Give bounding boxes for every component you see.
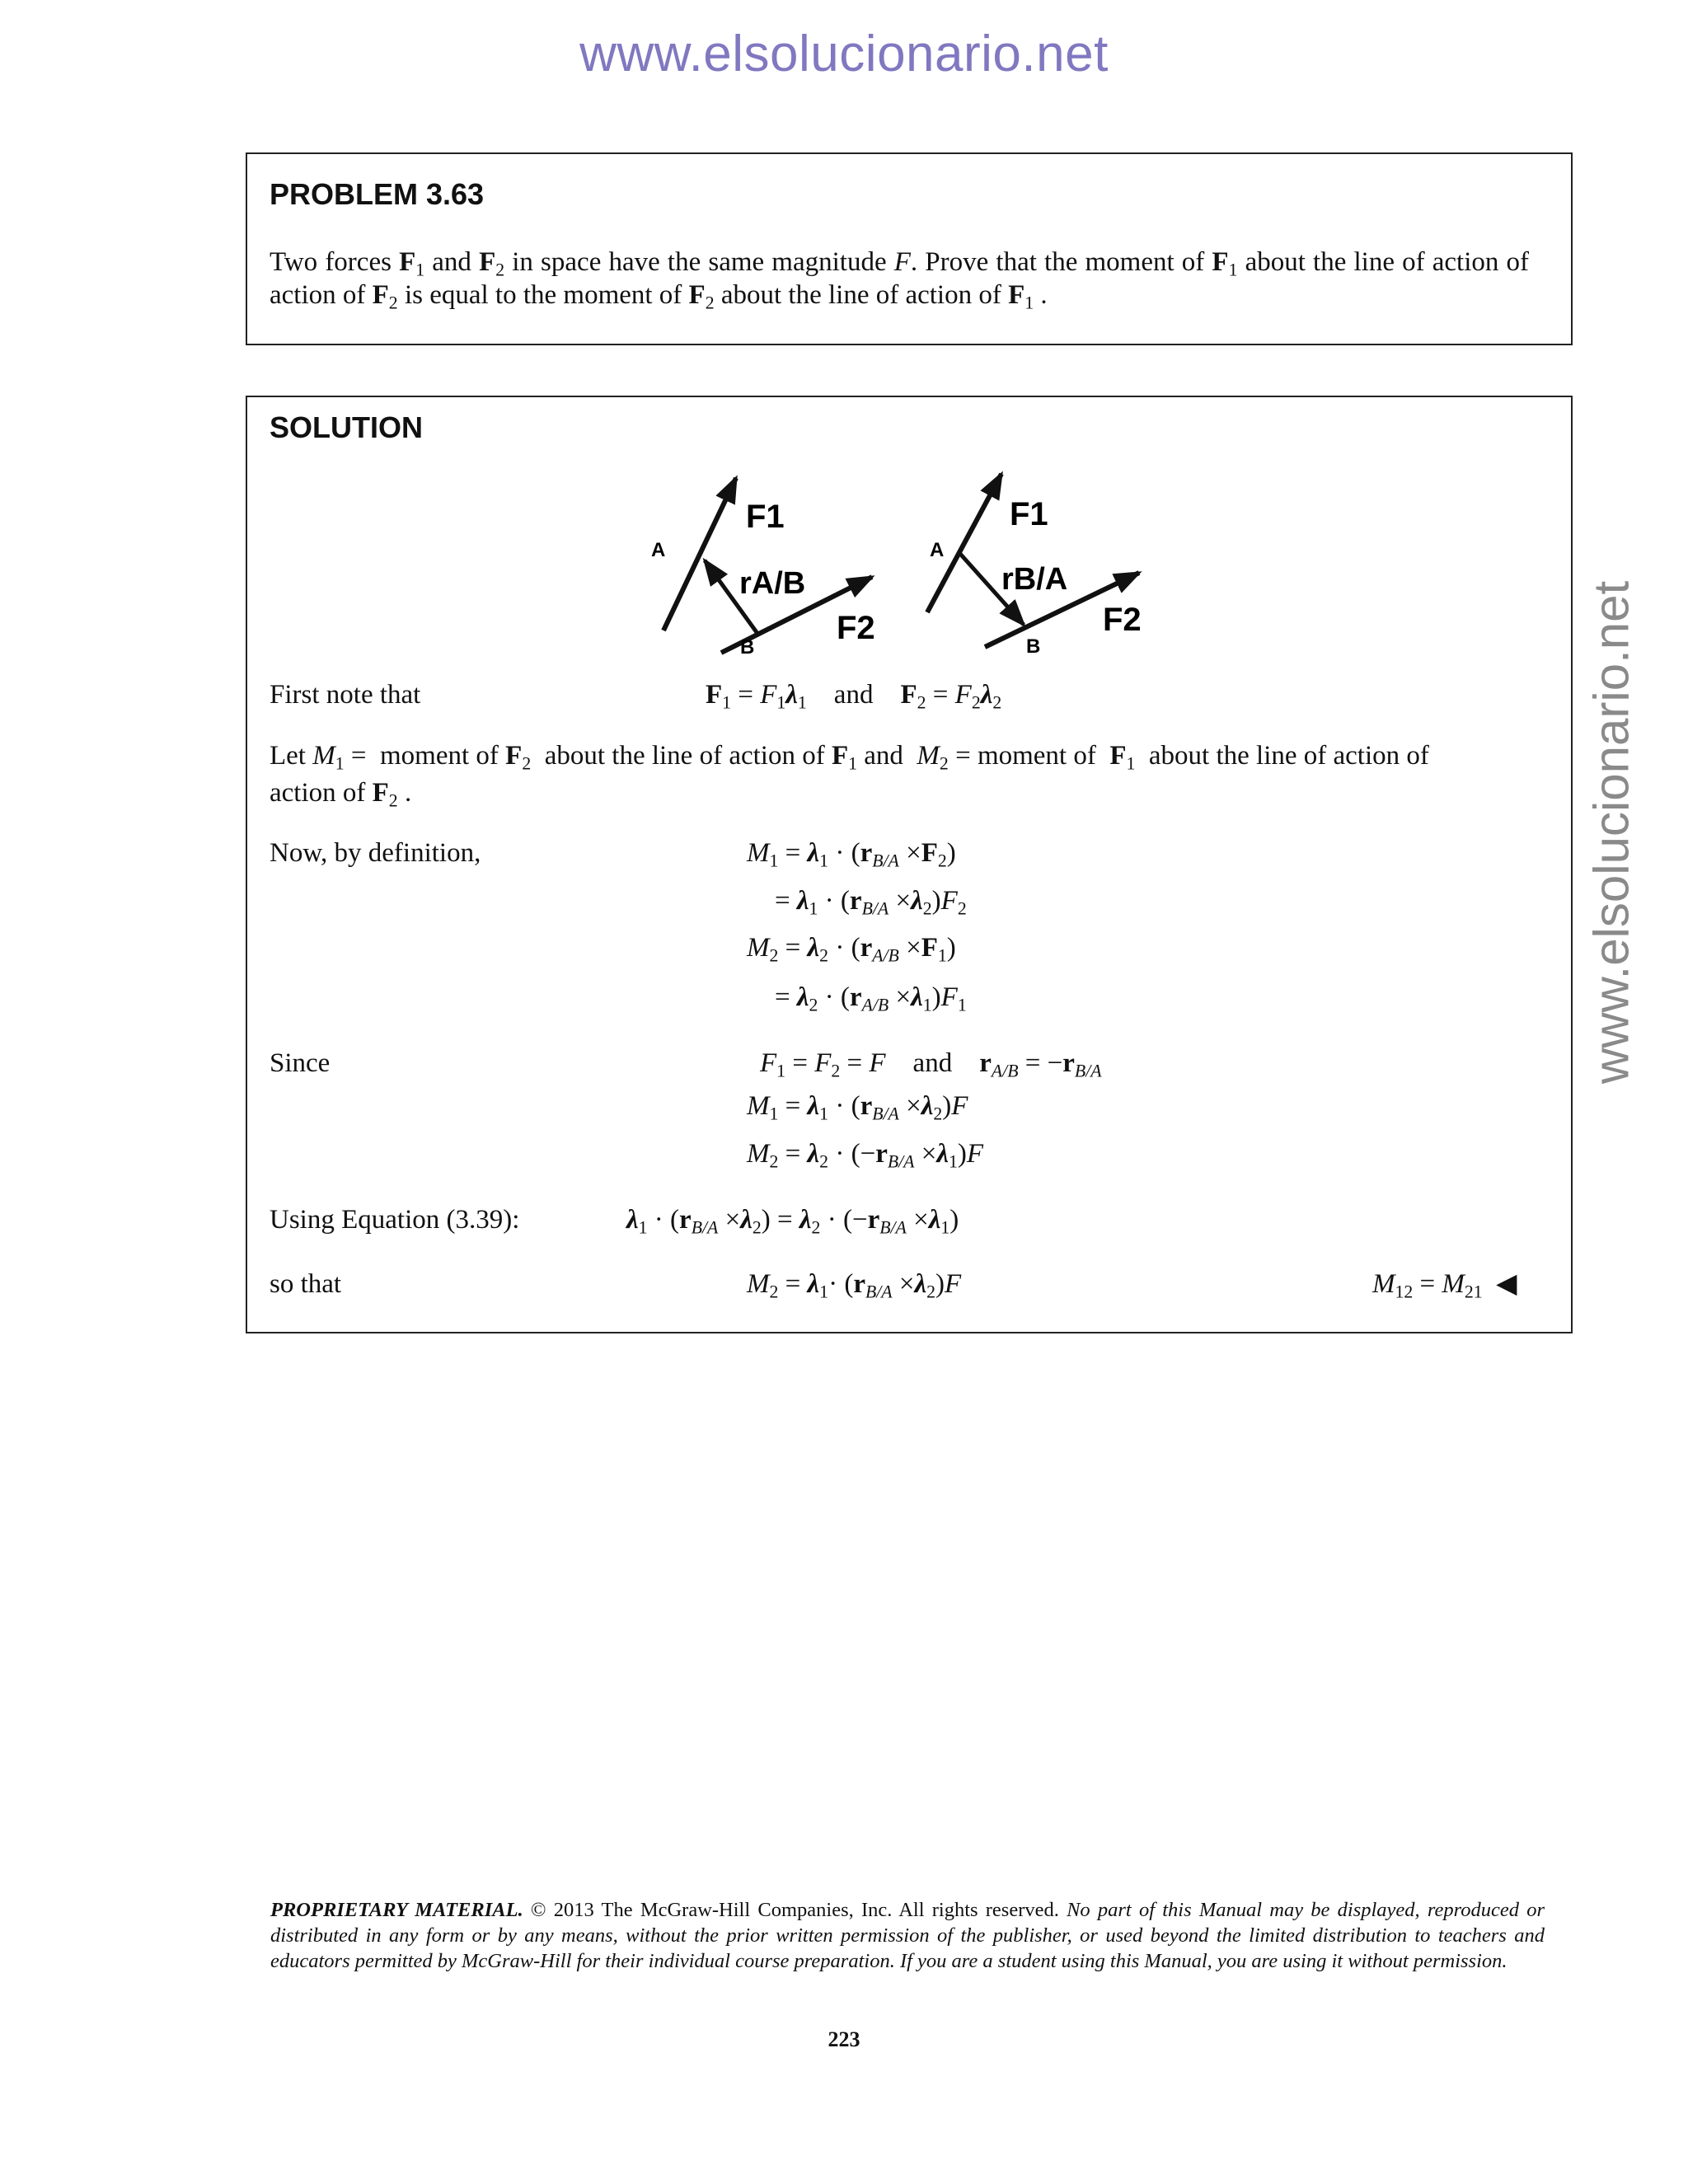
rba-label: rB/A [1001, 562, 1068, 597]
f1-vector-left [663, 478, 736, 630]
f1-label-left: F1 [746, 499, 785, 535]
equation-m2-simplified: $M_2 = \lambda_2 \cdot (-r_{B/A} \times\lambda_1)F$ [747, 1139, 984, 1172]
point-a-label-left: A [651, 539, 666, 561]
f2-label-right: F2 [1103, 602, 1142, 638]
equation-m1-simplified: $M_1 = \lambda_1 \cdot (r_{B/A} \times\lambda_2)F$ [747, 1091, 968, 1124]
equation-m1-definition: $M_1 = \lambda_1 \cdot (r_{B/A} \times F_2)$ [747, 838, 956, 871]
point-b-label-right: B [1026, 635, 1041, 658]
f2-label-left: F2 [837, 610, 875, 646]
equation-triple-product-identity: $\lambda_1 \cdot (r_{B/A} \times\lambda_2) = \lambda_2 \cdot (-r_{B/A} \times\lambda_1)$ [626, 1205, 959, 1238]
problem-title: PROBLEM 3.63 [270, 177, 485, 211]
since-label: Since [270, 1048, 331, 1078]
watermark-side: www.elsolucionario.net [1583, 580, 1639, 1085]
problem-statement: Two forces $F_1$ and $F_2$ in space have the same magnitude F. Prove that the moment of $F_1$ about the line of action of [270, 247, 1529, 280]
footer-notice: PROPRIETARY MATERIAL. © 2013 The McGraw-Hill Companies, Inc. All rights reserved. No part of this Manual may be displayed, reproduced or distributed in any form or by any means, without the prior written permission of the publisher, or used beyond the limited distribution to teachers and educators permitted by McGraw-Hill for their individual course preparation. If you are a student using this Manual, you are using it without permission. [270, 1899, 1545, 1972]
left-diagram [651, 478, 875, 658]
equation-magnitudes-equal: $F_1 = F_2 = F$ and $r_{A/B} = -r_{B/A}$ [760, 1048, 1102, 1081]
f1-label-right: F1 [1010, 496, 1048, 532]
point-b-label-left: B [740, 636, 755, 658]
solution-title: SOLUTION [270, 410, 423, 444]
let-definition-line-2: action of $F_2$ . [270, 778, 412, 811]
let-definition-line-1: Let $M_1$ = moment of $F_2$ about the line of action of $F_1$ and $M_2$ = moment of $F_1$ about the line of action of [270, 741, 1429, 774]
force-diagrams [643, 466, 1154, 663]
equation-m2-expanded: = $\lambda_2 \cdot (r_{A/B} \times\lambda_1)F_1$ [775, 982, 967, 1015]
equation-m2-final: $M_2 = \lambda_1\cdot (r_{B/A} \times\lambda_2)F$ [747, 1269, 962, 1302]
page-number: 223 [828, 2027, 860, 2051]
equation-m2-definition: $M_2 = \lambda_2 \cdot (r_{A/B} \times F_1)$ [747, 933, 956, 966]
now-definition-label: Now, by definition, [270, 838, 481, 868]
so-that-label: so that [270, 1269, 342, 1299]
using-equation-label: Using Equation (3.39): [270, 1205, 520, 1235]
end-marker-icon: ◀ [1496, 1269, 1517, 1299]
rab-label: rA/B [739, 566, 806, 601]
equation-m1-expanded: = $\lambda_1 \cdot (r_{B/A} \times\lambda_2)F_2$ [775, 886, 967, 919]
problem-statement-line-2: action of $F_2$ is equal to the moment of $F_2$ about the line of action of $F_1$ . [270, 280, 1048, 313]
watermark-top: www.elsolucionario.net [579, 26, 1109, 82]
final-answer: $M_{12} = M_{21}$ ◀ [1372, 1269, 1517, 1302]
right-diagram [927, 474, 1142, 658]
equation-force-definitions: $F_1 = F_1\lambda_1$ and $F_2 = F_2\lambda_2$ [706, 680, 1002, 713]
point-a-label-right: A [930, 539, 945, 561]
first-note-label: First note that [270, 680, 421, 710]
